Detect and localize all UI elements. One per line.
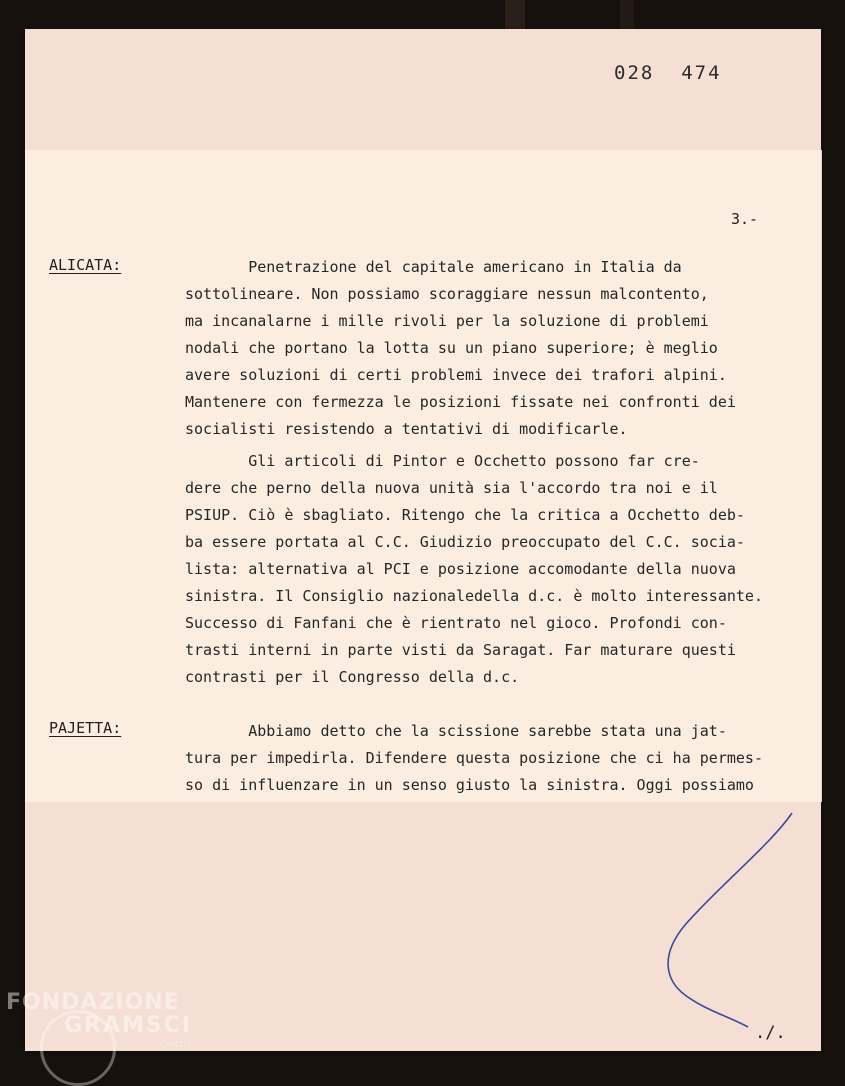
text-line: so di influenzare in un senso giusto la sinistra. Oggi possiamo	[185, 776, 754, 794]
text-line: contrasti per il Congresso della d.c.	[185, 668, 520, 686]
text-line: dere che perno della nuova unità sia l'accordo tra noi e il	[185, 479, 718, 497]
text-line: Abbiamo detto che la scissione sarebbe stata una jat-	[185, 722, 727, 740]
text-line: tura per impedirla. Difendere questa posizione che ci ha permes-	[185, 749, 763, 767]
paragraph-pajetta	[185, 718, 800, 799]
speaker-alicata: ALICATA:	[49, 256, 122, 274]
paragraph-alicata-1	[185, 254, 800, 443]
text-line: ba essere portata al C.C. Giudizio preoccupato del C.C. socia-	[185, 533, 745, 551]
pen-mark	[660, 805, 810, 1050]
text-line: Penetrazione del capitale americano in Italia da	[185, 258, 682, 276]
archive-number: 028 474	[614, 62, 722, 84]
text-line: trasti interni in parte visti da Saragat. Far maturare questi	[185, 641, 736, 659]
continuation-mark: ./.	[755, 1023, 786, 1043]
text-line: nodali che portano la lotta su un piano superiore; è meglio	[185, 339, 718, 357]
watermark	[6, 990, 192, 1050]
text-line: avere soluzioni di certi problemi invece dei trafori alpini.	[185, 366, 727, 384]
watermark-line2: GRAMSCI	[64, 1013, 193, 1038]
text-line: ma incanalarne i mille rivoli per la soluzione di problemi	[185, 312, 709, 330]
binder-spine-left	[505, 0, 525, 30]
text-line: Mantenere con fermezza le posizioni fissate nei confronti dei	[185, 393, 736, 411]
watermark-line3: ONLUS	[161, 1040, 192, 1050]
paragraph-alicata-2	[185, 448, 800, 691]
watermark-line1: FONDAZIONE	[6, 990, 180, 1015]
speaker-pajetta: PAJETTA:	[49, 719, 122, 737]
text-line: sinistra. Il Consiglio nazionaledella d.c. è molto interessante.	[185, 587, 763, 605]
text-line: lista: alternativa al PCI e posizione accomodante della nuova	[185, 560, 736, 578]
text-line: socialisti resistendo a tentativi di modificarle.	[185, 420, 628, 438]
page-number: 3.-	[731, 210, 759, 228]
text-line: Gli articoli di Pintor e Occhetto possono far cre-	[185, 452, 700, 470]
binder-spine-right	[620, 0, 634, 30]
text-line: PSIUP. Ciò è sbagliato. Ritengo che la critica a Occhetto deb-	[185, 506, 745, 524]
text-line: sottolineare. Non possiamo scoraggiare nessun malcontento,	[185, 285, 709, 303]
text-line: Successo di Fanfani che è rientrato nel gioco. Profondi con-	[185, 614, 727, 632]
